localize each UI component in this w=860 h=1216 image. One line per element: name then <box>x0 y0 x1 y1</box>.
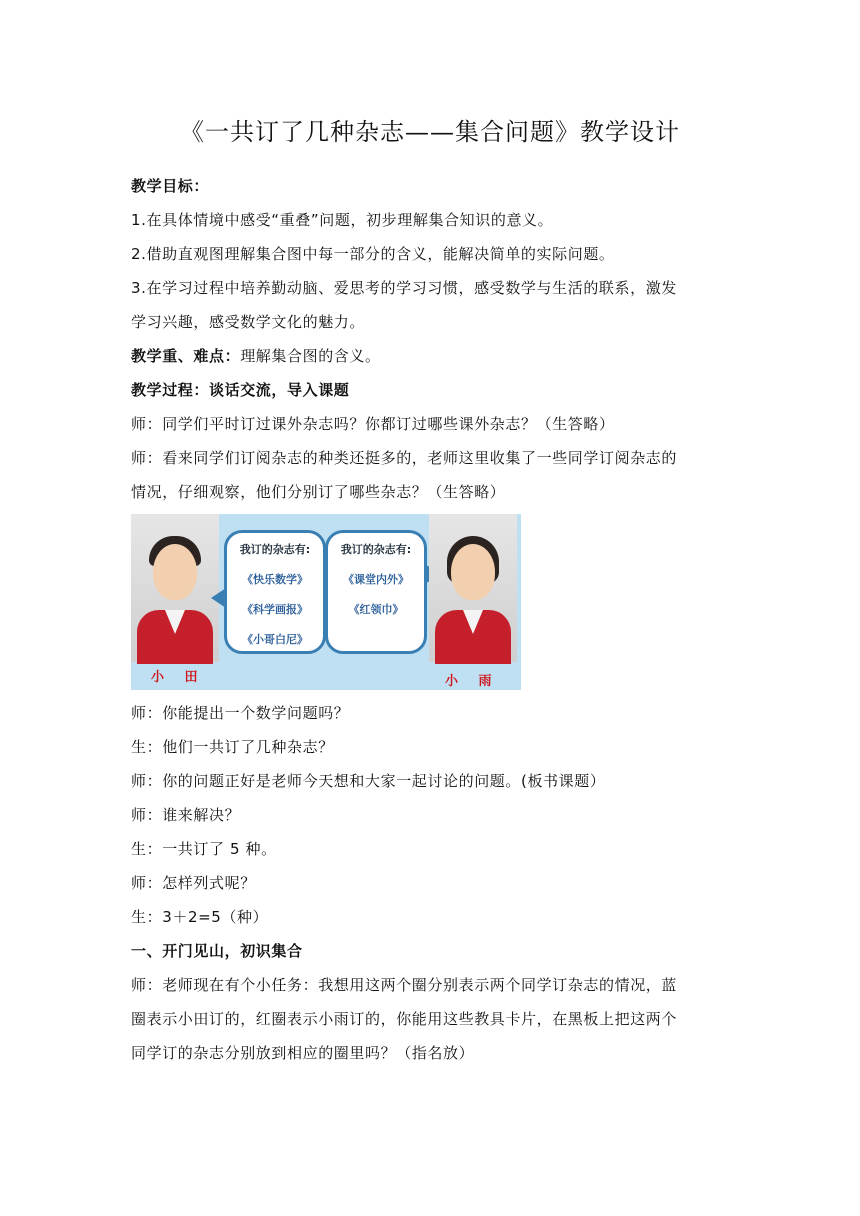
dialog-line: 生：他们一共订了几种杂志？ <box>131 738 334 756</box>
speech-bubble-right <box>325 530 427 654</box>
document-title: 《一共订了几种杂志——集合问题》教学设计 <box>180 118 680 146</box>
dialog-line: 生：一共订了 5 种。 <box>131 840 277 858</box>
dialog-line: 师：同学们平时订过课外杂志吗？你都订过哪些课外杂志？（生答略） <box>131 415 615 433</box>
section-1-heading: 一、开门见山，初识集合 <box>131 942 303 960</box>
dialog-line: 师：怎样列式呢？ <box>131 874 256 892</box>
dialog-line: 师：看来同学们订阅杂志的种类还挺多的，老师这里收集了一些同学订阅杂志的 <box>131 449 678 467</box>
face-shape <box>153 544 197 600</box>
bubble-heading: 我订的杂志有: <box>239 543 311 556</box>
student-photo-right <box>429 514 517 662</box>
section-1-line: 同学订的杂志分别放到相应的圈里吗？（指名放） <box>131 1044 475 1062</box>
key-points <box>131 348 736 365</box>
magazine-figure <box>131 514 521 690</box>
face-shape <box>451 544 495 600</box>
key-points-label: 教学重、难点： <box>131 347 241 365</box>
dialog-line: 师：你能提出一个数学问题吗？ <box>131 704 350 722</box>
dialog-line: 师：谁来解决？ <box>131 806 241 824</box>
magazine-item: 《红领巾》 <box>348 603 404 616</box>
student-photo-left <box>131 514 219 662</box>
dialog-line: 生：3＋2=5（种） <box>131 908 269 926</box>
key-points-text: 理解集合图的含义。 <box>240 347 381 365</box>
magazine-item: 《课堂内外》 <box>343 573 409 586</box>
magazine-item: 《快乐数学》 <box>242 573 308 586</box>
document-body <box>131 178 736 1079</box>
speech-bubble-left <box>224 530 326 654</box>
bubble-heading: 我订的杂志有: <box>340 543 412 556</box>
dialog-line: 师：你的问题正好是老师今天想和大家一起讨论的问题。(板书课题） <box>131 772 606 790</box>
objectives-heading: 教学目标： <box>131 177 210 195</box>
objective-1: 1.在具体情境中感受“重叠”问题，初步理解集合知识的意义。 <box>131 211 554 229</box>
objective-2: 2.借助直观图理解集合图中每一部分的含义，能解决简单的实际问题。 <box>131 245 615 263</box>
process-heading: 教学过程：谈话交流，导入课题 <box>131 381 350 399</box>
student-name-right: 小 雨 <box>445 674 500 689</box>
objective-3-cont: 学习兴趣，感受数学文化的魅力。 <box>131 313 366 331</box>
magazine-item: 《科学画报》 <box>242 603 308 616</box>
section-1-line: 圈表示小田订的，红圈表示小雨订的，你能用这些教具卡片，在黑板上把这两个 <box>131 1010 678 1028</box>
student-name-left: 小 田 <box>151 670 206 685</box>
magazine-item: 《小哥白尼》 <box>242 633 308 646</box>
dialog-line: 情况，仔细观察，他们分别订了哪些杂志？（生答略） <box>131 483 506 501</box>
section-1-line: 师：老师现在有个小任务：我想用这两个圈分别表示两个同学订杂志的情况，蓝 <box>131 976 678 994</box>
objective-3: 3.在学习过程中培养勤动脑、爱思考的学习习惯，感受数学与生活的联系，激发 <box>131 279 677 297</box>
